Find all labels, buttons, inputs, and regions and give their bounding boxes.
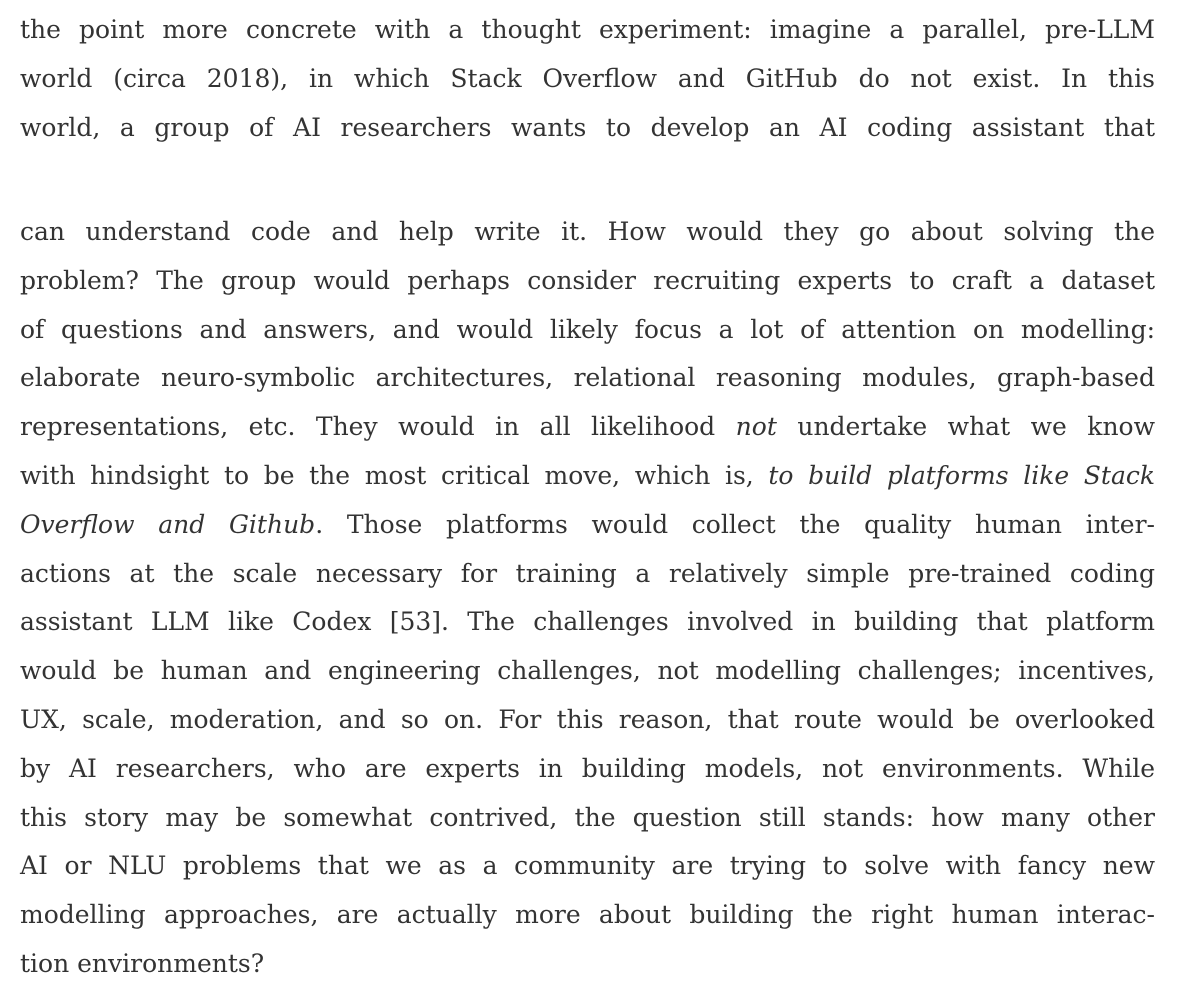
text-line-last: tion environments? [20,948,265,978]
text-line: UX, scale, moderation, and so on. For this reason, that route would be overlooked [20,704,1155,734]
text-line: of questions and answers, and would likely focus a lot of attention on modelling: [20,314,1155,344]
text-line: this story may be somewhat contrived, the question still stands: how many other [20,802,1155,832]
emphasis-overflow-github: Overflow and Github [20,509,316,539]
text-run: . Those platforms would collect the quality human inter- [315,509,1155,539]
text-line: world, a group of AI researchers wants to develop an AI coding assistant that [20,112,1155,142]
top-paragraph [20,6,1155,152]
bottom-paragraph [20,208,1155,989]
text-line [20,501,1155,550]
emphasis-not: not [735,412,777,442]
text-line: modelling approaches, are actually more about building the right human interac- [20,900,1155,930]
text-run: undertake what we know [776,412,1155,442]
text-line: can understand code and help write it. How would they go about solving the [20,217,1155,246]
text-line: by AI researchers, who are experts in building models, not environments. While [20,753,1155,783]
text-line: AI or NLU problems that we as a community are trying to solve with fancy new [20,851,1155,881]
text-line: the point more concrete with a thought experiment: imagine a parallel, pre-LLM [20,15,1155,44]
text-line [20,403,1155,452]
text-line: would be human and engineering challenges, not modelling challenges; incentives, [20,656,1155,686]
text-line: world (circa 2018), in which Stack Overflow and GitHub do not exist. In this [20,63,1155,93]
text-run: with hindsight to be the most critical move, which is, [20,460,769,490]
text-line: actions at the scale necessary for training a relatively simple pre-trained coding [20,558,1155,588]
text-line: assistant LLM like Codex [53]. The challenges involved in building that platform [20,607,1155,637]
text-line: problem? The group would perhaps consider recruiting experts to craft a dataset [20,265,1155,295]
text-line [20,452,1155,501]
text-run: representations, etc. They would in all likelihood [20,412,736,442]
text-line: elaborate neuro-symbolic architectures, relational reasoning modules, graph-based [20,363,1155,393]
emphasis-build-platforms: to build platforms like Stack [768,460,1155,490]
